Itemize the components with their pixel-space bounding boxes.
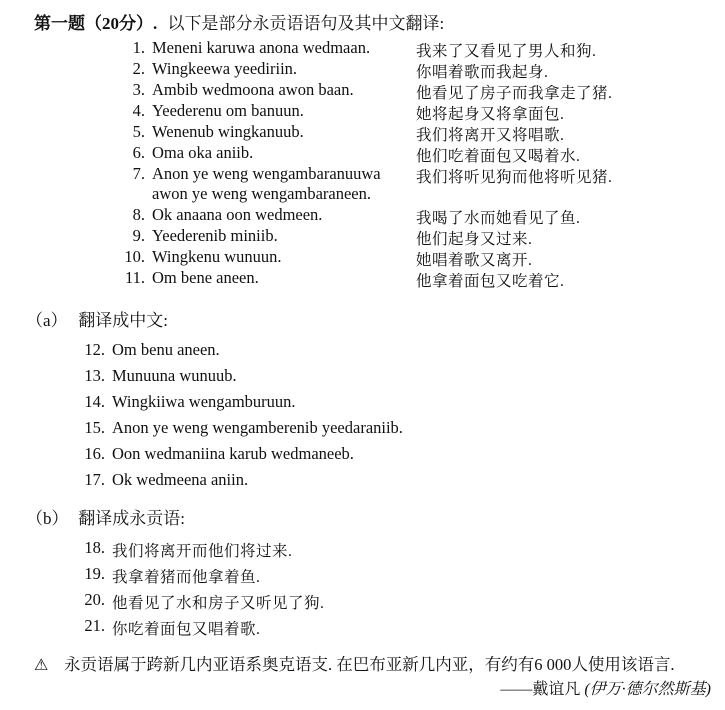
example-translation: 她将起身又将拿面包. xyxy=(416,106,565,123)
problem-intro: 以下是部分永贡语语句及其中文翻译: xyxy=(167,14,445,33)
example-number: 9. xyxy=(132,226,145,245)
question-text: 他看见了水和房子又听见了狗. xyxy=(112,595,325,612)
example-source: Ambib wedmoona awon baan. xyxy=(152,80,354,99)
language-note xyxy=(34,655,714,676)
example-source: Wingkenu wunuun. xyxy=(152,247,282,266)
example-source: Meneni karuwa anona wedmaan. xyxy=(152,38,371,57)
question-text: Om benu aneen. xyxy=(112,340,220,359)
example-number: 5. xyxy=(132,122,145,141)
author-latin-name: (伊万·德尔然斯基) xyxy=(584,681,711,698)
question-text: Oon wedmaniina karub wedmaneeb. xyxy=(112,444,354,463)
question-number: 16. xyxy=(84,444,105,463)
example-translation: 他们起身又过来. xyxy=(416,231,533,248)
example-translation: 他看见了房子而我拿走了猪. xyxy=(416,85,613,102)
example-source: Om bene aneen. xyxy=(152,268,259,287)
question-number: 15. xyxy=(84,418,105,437)
question-number: 19. xyxy=(84,564,105,583)
example-number: 6. xyxy=(132,143,145,162)
example-number: 11. xyxy=(124,268,145,287)
question-number: 12. xyxy=(84,340,105,359)
question-text: 我拿着猪而他拿着鱼. xyxy=(112,569,261,586)
question-text: 你吃着面包又唱着歌. xyxy=(112,621,261,638)
example-source: Wenenub wingkanuub. xyxy=(152,122,304,141)
problem-number: 第一题（20分）. xyxy=(34,14,158,33)
part-a-heading xyxy=(26,306,168,331)
question-number: 13. xyxy=(84,366,105,385)
question-text: Anon ye weng wengamberenib yeedaraniib. xyxy=(112,418,403,437)
example-source: Yeederenu om banuun. xyxy=(152,101,304,120)
example-source-continued: awon ye weng wengambaraneen. xyxy=(152,184,371,203)
part-b-heading xyxy=(26,504,185,529)
question-number: 17. xyxy=(84,470,105,489)
part-b-label: （b） xyxy=(26,509,69,528)
question-number: 14. xyxy=(84,392,105,411)
question-text: Wingkiiwa wengamburuun. xyxy=(112,392,296,411)
question-text: 我们将离开而他们将过来. xyxy=(112,543,293,560)
problem-title xyxy=(34,9,444,34)
example-number: 1. xyxy=(132,38,145,57)
part-a-instruction: 翻译成中文: xyxy=(78,311,168,330)
example-translation: 你唱着歌而我起身. xyxy=(416,64,549,81)
part-b-instruction: 翻译成永贡语: xyxy=(78,509,185,528)
example-translation: 我来了又看见了男人和狗. xyxy=(416,43,597,60)
question-number: 20. xyxy=(84,590,105,609)
example-source: Ok anaana oon wedmeen. xyxy=(152,205,323,224)
example-source: Yeederenib miniib. xyxy=(152,226,278,245)
example-source: Oma oka aniib. xyxy=(152,143,254,162)
example-number: 2. xyxy=(132,59,145,78)
example-number: 8. xyxy=(132,205,145,224)
question-number: 21. xyxy=(84,616,105,635)
author-name: ——戴谊凡 xyxy=(500,681,581,698)
example-source: Wingkeewa yeediriin. xyxy=(152,59,298,78)
warning-icon: ⚠ xyxy=(34,657,49,674)
part-a-label: （a） xyxy=(26,311,68,330)
example-translation: 他拿着面包又吃着它. xyxy=(416,273,565,290)
question-text: Ok wedmeena aniin. xyxy=(112,470,249,489)
example-translation: 她唱着歌又离开. xyxy=(416,252,533,269)
example-number: 10. xyxy=(124,247,145,266)
note-text: 永贡语属于跨新几内亚语系奥克语支. 在巴布亚新几内亚，有约有6 000人使用该语言. xyxy=(64,655,675,674)
example-translation: 我们将离开又将唱歌. xyxy=(416,127,565,144)
example-translation: 他们吃着面包又喝着水. xyxy=(416,148,581,165)
author-signature xyxy=(500,676,711,699)
question-text: Munuuna wunuub. xyxy=(112,366,237,385)
question-number: 18. xyxy=(84,538,105,557)
example-translation: 我们将听见狗而他将听见猪. xyxy=(416,169,613,186)
example-number: 3. xyxy=(132,80,145,99)
example-number: 7. xyxy=(132,164,145,183)
example-number: 4. xyxy=(132,101,145,120)
example-source: Anon ye weng wengambaranuuwa xyxy=(152,164,381,183)
example-translation: 我喝了水而她看见了鱼. xyxy=(416,210,581,227)
